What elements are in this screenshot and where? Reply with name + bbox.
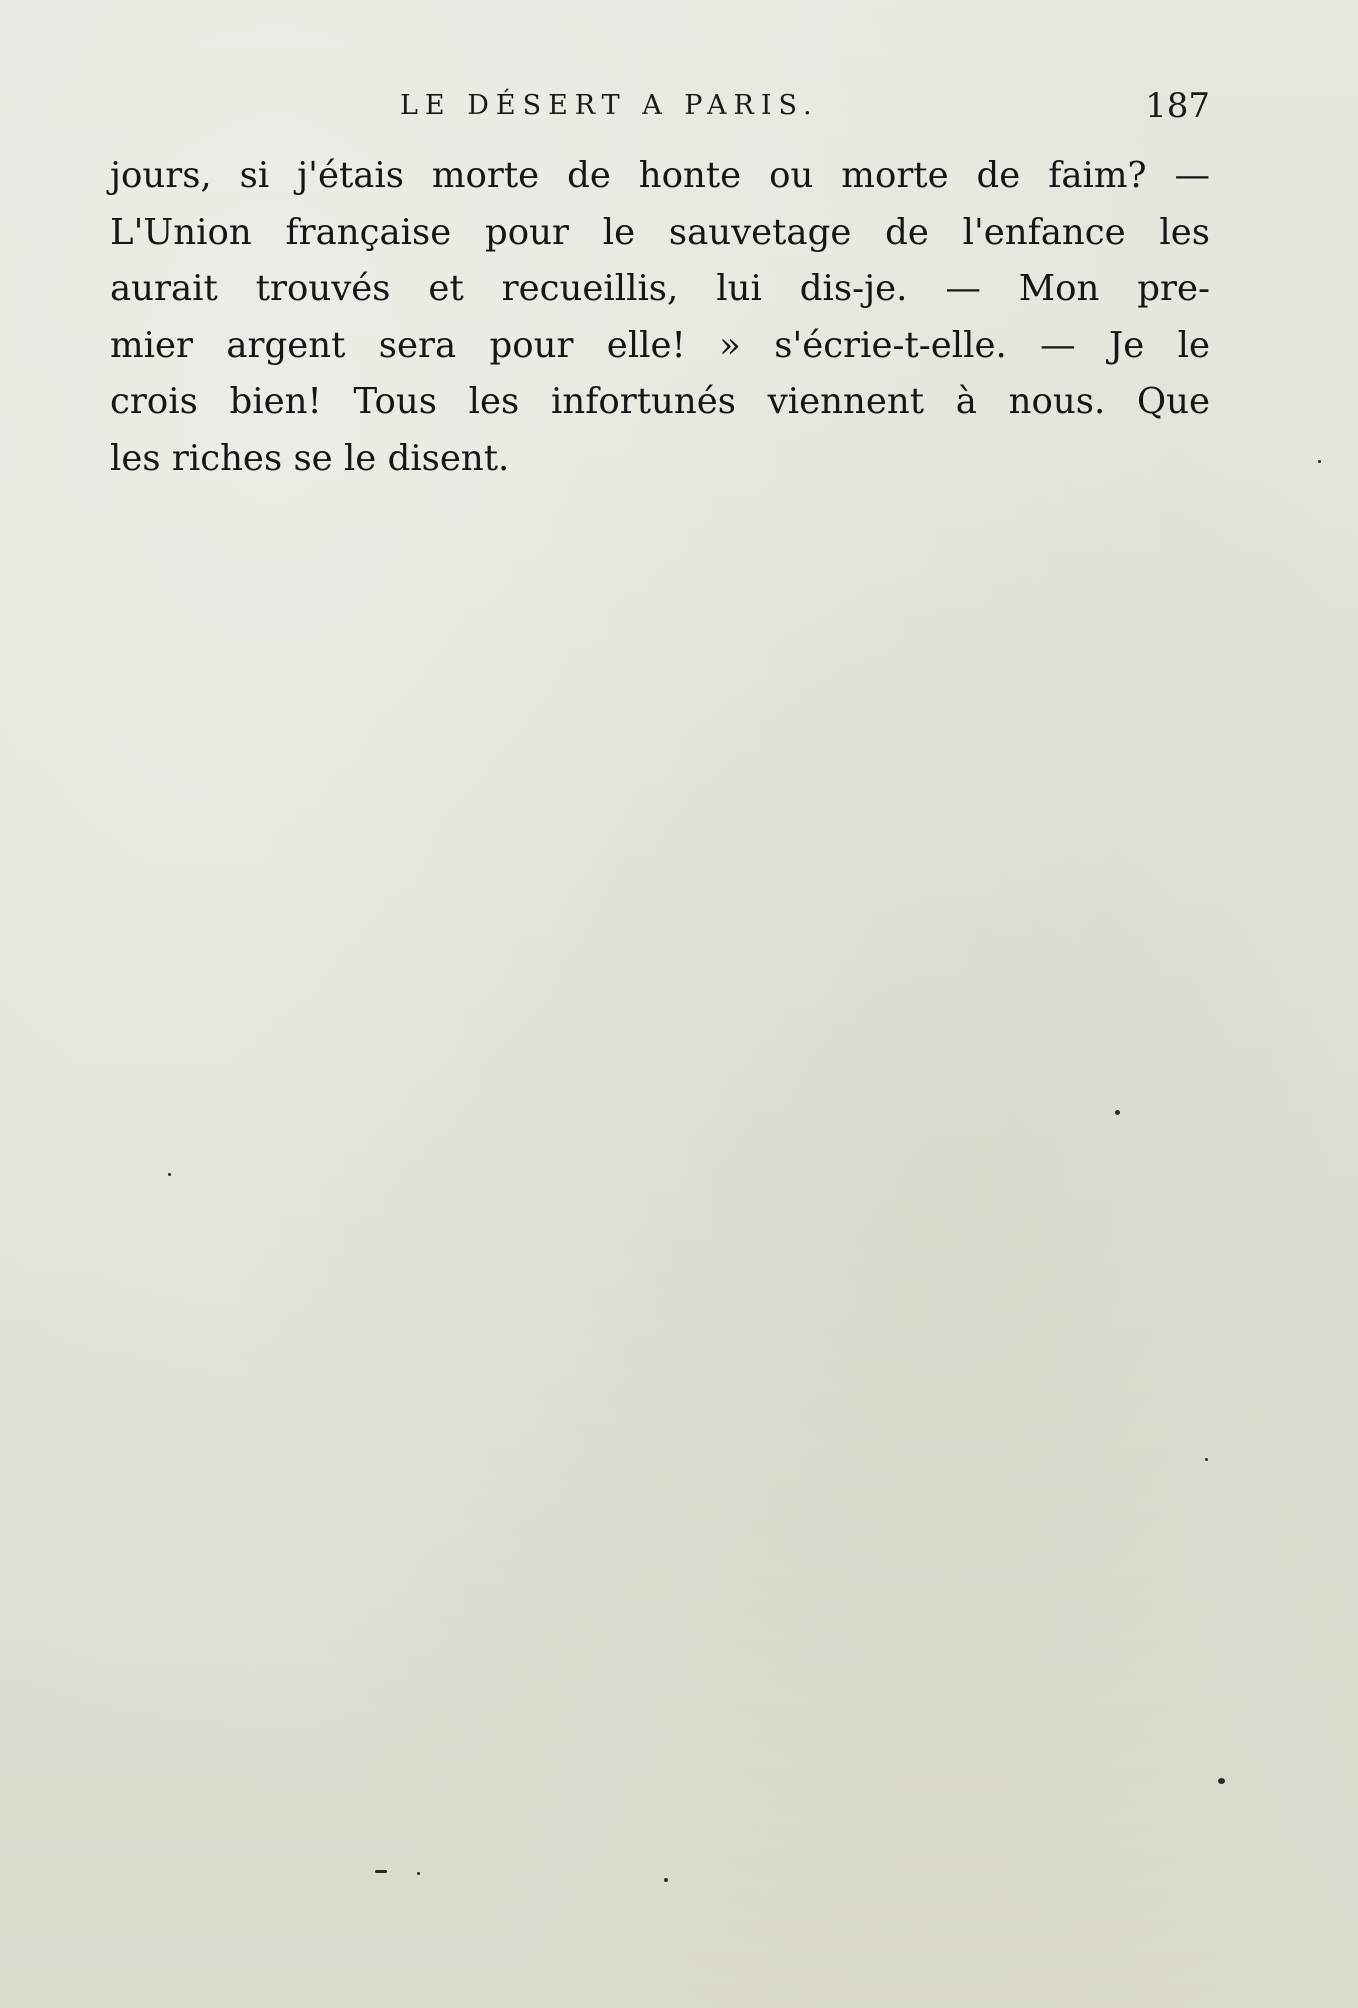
text-line: mier argent sera pour elle! » s'écrie-t-elle. — Je le bbox=[110, 324, 1210, 366]
text-line: jours, si j'étais morte de honte ou morte de faim? — bbox=[110, 155, 1210, 196]
page-number: 187 bbox=[1145, 86, 1210, 126]
text-line: L'Union française pour le sauvetage de l'enfance les bbox=[110, 211, 1210, 253]
paper-speck bbox=[168, 1173, 171, 1176]
paper-speck bbox=[1115, 1110, 1120, 1115]
text-line: aurait trouvés et recueillis, lui dis-je. — Mon pre- bbox=[110, 268, 1210, 309]
text-line: les riches se le disent. bbox=[110, 437, 510, 479]
page-header bbox=[110, 86, 1210, 132]
paper-speck bbox=[1218, 1778, 1225, 1784]
paper-speck bbox=[1318, 460, 1321, 463]
paper-speck bbox=[375, 1870, 387, 1873]
paper-speck bbox=[664, 1878, 668, 1882]
paper-speck bbox=[417, 1872, 420, 1875]
paper-speck bbox=[1205, 1458, 1208, 1461]
body-paragraph bbox=[110, 148, 1210, 487]
running-title: LE DÉSERT A PARIS. bbox=[400, 90, 819, 121]
text-line: crois bien! Tous les infortunés viennent à nous. Que bbox=[110, 381, 1210, 422]
